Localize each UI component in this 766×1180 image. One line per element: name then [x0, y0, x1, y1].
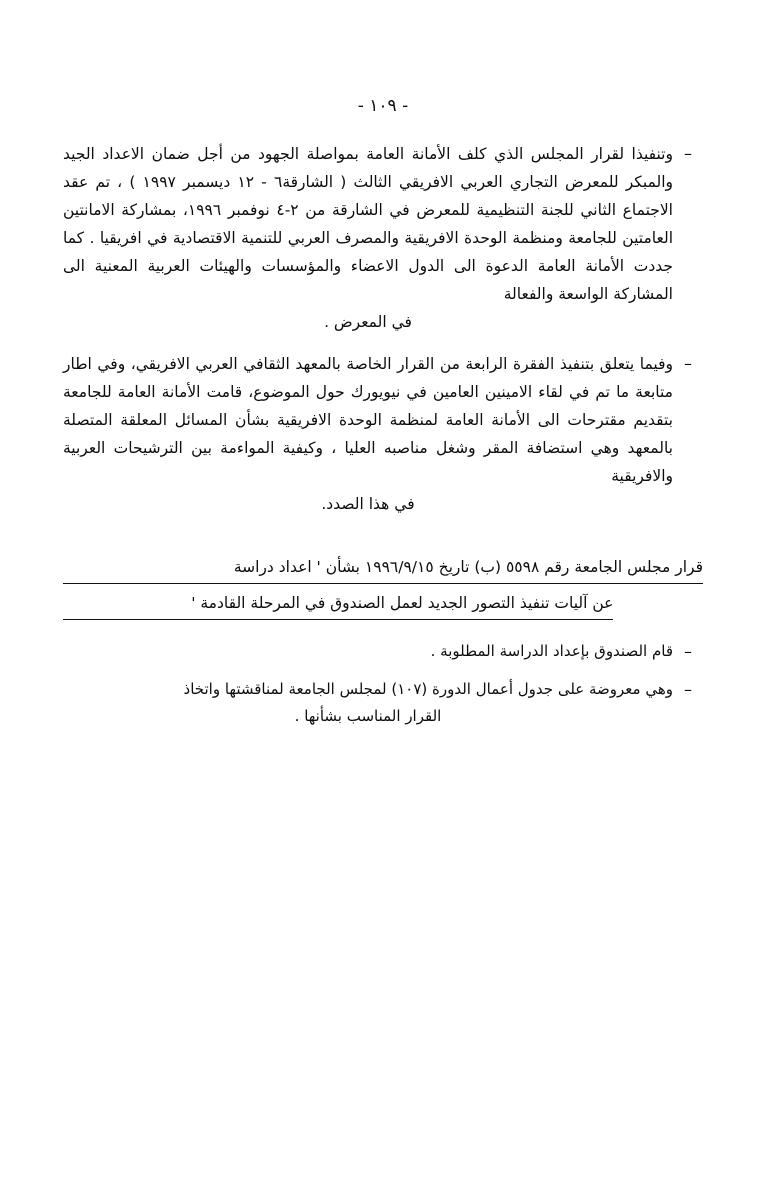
paragraph-tail: القرار المناسب بشأنها . — [294, 707, 442, 725]
paragraph-text: وفيما يتعلق بتنفيذ الفقرة الرابعة من القرار الخاصة بالمعهد الثقافي العربي الافريقي، وفي اطار متابعة ما تم في لقاء الامينين العامين في نيويورك حول الموضوع، قامت الأمانة العامة للجامعة بتقديم مقترحات الى الأمانة العامة لمنظمة الوحدة الافريقية بشأن المسائل المعلقة المتصلة بالمعهد وهي استضافة المقر وشغل مناصبه العليا ، وكيفية المواءمة بين الترشيحات العربية والافريقية — [63, 355, 673, 485]
resolution-heading-line-1: قرار مجلس الجامعة رقم ٥٥٩٨ (ب) تاريخ ١٩٩٦/٩/١٥ بشأن ' اعداد دراسة — [63, 552, 703, 584]
resolution-heading — [63, 552, 703, 620]
bullet-dash: – — [684, 144, 692, 163]
document-body — [63, 140, 703, 730]
bullet-dash: – — [684, 680, 692, 699]
paragraph-text: قام الصندوق بإعداد الدراسة المطلوبة . — [430, 642, 673, 660]
paragraph-text: وهي معروضة على جدول أعمال الدورة (١٠٧) لمجلس الجامعة لمناقشتها واتخاذ — [183, 680, 673, 698]
bullet-dash: – — [684, 642, 692, 661]
sub-list — [63, 638, 703, 730]
paragraph-tail: في هذا الصدد. — [321, 495, 415, 513]
paragraph — [63, 350, 673, 518]
paragraph — [63, 638, 673, 665]
list-item — [63, 140, 703, 336]
list-item — [63, 638, 703, 666]
list-item — [63, 676, 703, 730]
paragraph-tail: في المعرض . — [324, 313, 412, 331]
paragraph — [63, 676, 673, 730]
list-item — [63, 350, 703, 518]
bullet-dash: – — [684, 354, 692, 373]
paragraph — [63, 140, 673, 336]
resolution-heading-line-2: عن آليات تنفيذ التصور الجديد لعمل الصندوق في المرحلة القادمة ' — [63, 588, 613, 620]
paragraph-text: وتنفيذا لقرار المجلس الذي كلف الأمانة العامة بمواصلة الجهود من أجل ضمان الاعداد الجيد والمبكر للمعرض التجاري العربي الافريقي الثالث ( الشارقة٦ - ١٢ ديسمبر ١٩٩٧ ) ، تم عقد الاجتماع الثاني للجنة التنظيمية للمعرض في الشارقة من ٢-٤ نوفمبر ١٩٩٦، بمشاركة الامانتين العامتين للجامعة ومنظمة الوحدة الافريقية والمصرف العربي للتنمية الاقتصادية في افريقيا . كما جددت الأمانة العامة الدعوة الى الدول الاعضاء والمؤسسات والهيئات العربية المعنية الى المشاركة الواسعة والفعالة — [63, 145, 674, 303]
page-number: - ١٠٩ - — [357, 96, 409, 116]
document-page — [0, 96, 766, 1180]
